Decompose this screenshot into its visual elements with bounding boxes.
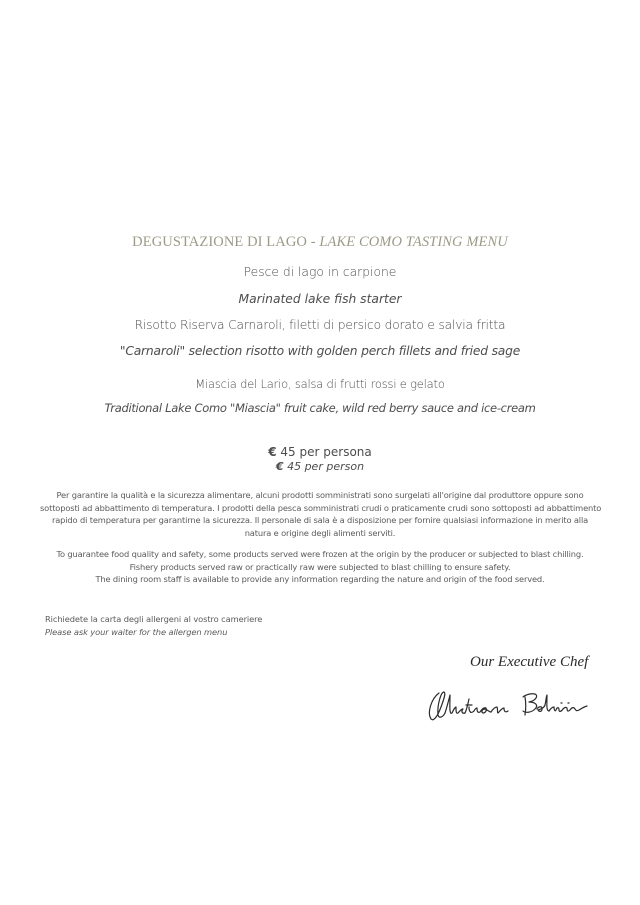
allergen-notice [45,613,262,638]
price-label-english: per person [304,460,365,473]
notice-line: rapido di temperatura per garantirne la sicurezza. Il personale di sala è a disposizione per fornire qualsiasi informazione in merito alla [51,515,589,526]
food-safety-notice-italian [40,489,600,540]
dish-3-name-english: Traditional Lake Como "Miascia" fruit cake, wild red berry sauce and ice-cream [104,401,536,415]
notice-line: natura e origine degli alimenti serviti. [244,528,396,539]
food-safety-notice-english [40,548,600,586]
menu-title-english: LAKE COMO TASTING MENU [319,234,508,250]
executive-chef-label: Our Executive Chef [470,654,589,670]
menu-title-italian: DEGUSTAZIONE DI LAGO - [132,234,320,250]
price-amount: 45 [280,445,296,459]
allergen-notice-italian: Richiedete la carta degli allergeni al vostro cameriere [45,614,263,624]
dish-1-name-english: Marinated lake fish starter [238,292,402,306]
dish-1-name-italian: Pesce di lago in carpione [243,265,397,279]
notice-line: sottoposti ad abbattimento di temperatura. I prodotti della pesca somministrati crudi o praticamente crudi sono sottoposti ad abbattimento [40,502,602,513]
euro-symbol: € [268,445,277,459]
notice-line: Per garantire la qualità e la sicurezza alimentare, alcuni prodotti somministrati sono surgelati all'origine dal produttore oppure sono [56,490,584,500]
price-english [0,460,640,473]
notice-line: Fishery products served raw or practically raw were subjected to blast chilling to ensure safety. [129,561,511,572]
allergen-notice-english: Please ask your waiter for the allergen menu [45,626,228,637]
notice-line: The dining room staff is available to provide any information regarding the nature and origin of the food served. [95,574,545,585]
signature-icon [425,685,600,725]
euro-symbol: € [275,460,284,473]
price-amount: 45 [287,460,302,473]
notice-line: To guarantee food quality and safety, some products served were frozen at the origin by the producer or subjected to blast chilling. [56,549,584,559]
dish-3-name-italian: Miascia del Lario, salsa di frutti rossi e gelato [195,377,445,391]
price-italian [0,445,640,459]
dish-2-name-italian: Risotto Riserva Carnaroli, filetti di persico dorato e salvia fritta [134,318,506,332]
menu-title [0,234,640,251]
dish-2-name-english: "Carnaroli" selection risotto with golden perch fillets and fried sage [119,344,521,358]
price-label-italian: per persona [299,445,372,459]
